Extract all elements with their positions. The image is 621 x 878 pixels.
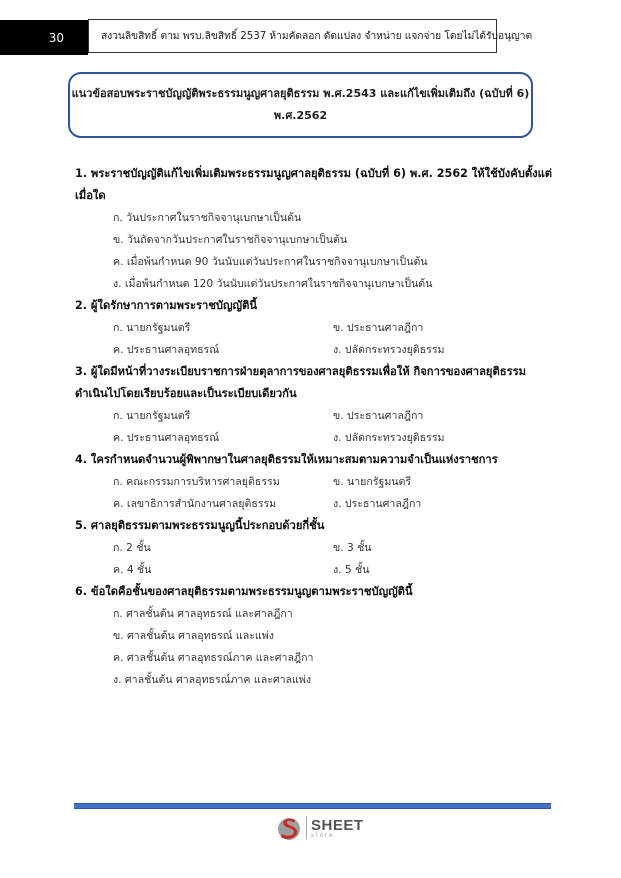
option-d: ง. ศาลชั้นต้น ศาลอุทธรณ์ภาค และศาลแพ่ง xyxy=(113,674,312,686)
option-a: ก. วันประกาศในราชกิจจานุเบกษาเป็นต้น xyxy=(113,212,302,224)
option-b: ข. ประธานศาลฎีกา xyxy=(333,322,424,334)
question-1 xyxy=(75,163,553,295)
option-a: ก. นายกรัฐมนตรี xyxy=(113,322,191,334)
title-line-1: แนวข้อสอบพระราชบัญญัติพระธรรมนูญศาลยุติธรรม พ.ศ.2543 และแก้ไขเพิ่มเติมถึง (ฉบับที่ 6) xyxy=(71,87,530,100)
logo-divider xyxy=(306,816,307,840)
option-a: ก. นายกรัฐมนตรี xyxy=(113,410,191,422)
option-d: ง. 5 ชั้น xyxy=(333,564,370,576)
option-b: ข. วันถัดจากวันประกาศในราชกิจจานุเบกษาเป็นต้น xyxy=(113,234,348,246)
question-text: 4. ใครกำหนดจำนวนผู้พิพากษาในศาลยุติธรรมให้เหมาะสมตามความจำเป็นแห่งราชการ xyxy=(75,453,498,466)
option-b: ข. นายกรัฐมนตรี xyxy=(333,476,412,488)
option-d: ง. เมื่อพ้นกำหนด 120 วันนับแต่วันประกาศในราชกิจจานุเบกษาเป็นต้น xyxy=(113,278,433,290)
option-a: ก. คณะกรรมการบริหารศาลยุติธรรม xyxy=(113,476,280,488)
question-list xyxy=(75,163,553,691)
question-6 xyxy=(75,581,553,691)
sheet-store-logo xyxy=(276,814,364,842)
option-d: ง. ประธานศาลฎีกา xyxy=(333,498,422,510)
footer-rule xyxy=(74,803,551,809)
option-c: ค. 4 ชั้น xyxy=(113,564,152,576)
question-3 xyxy=(75,361,553,449)
option-c: ค. ประธานศาลอุทธรณ์ xyxy=(113,432,220,444)
sheet-store-s-icon xyxy=(276,815,302,841)
option-d: ง. ปลัดกระทรวงยุติธรรม xyxy=(333,432,445,444)
title-line-2: พ.ศ.2562 xyxy=(273,109,328,122)
option-c: ค. ศาลชั้นต้น ศาลอุทธรณ์ภาค และศาลฎีกา xyxy=(113,652,314,664)
option-c: ค. ประธานศาลอุทธรณ์ xyxy=(113,344,220,356)
question-text: 6. ข้อใดคือชั้นของศาลยุติธรรมตามพระธรรมนูญตามพระราชบัญญัตินี้ xyxy=(75,585,413,598)
question-text: 2. ผู้ใดรักษาการตามพระราชบัญญัตินี้ xyxy=(75,299,257,312)
option-a: ก. 2 ชั้น xyxy=(113,542,151,554)
question-text: 5. ศาลยุติธรรมตามพระธรรมนูญนี้ประกอบด้วยกี่ชั้น xyxy=(75,519,325,532)
option-b: ข. ประธานศาลฎีกา xyxy=(333,410,424,422)
question-text: 1. พระราชบัญญัติแก้ไขเพิ่มเติมพระธรรมนูญศาลยุติธรรม (ฉบับที่ 6) พ.ศ. 2562 ให้ใช้บังคับตั้งแต่เมื่อใด xyxy=(75,167,553,202)
question-5 xyxy=(75,515,553,581)
logo-text-sub: store xyxy=(311,832,335,839)
question-4 xyxy=(75,449,553,515)
option-c: ค. เลขาธิการสำนักงานศาลยุติธรรม xyxy=(113,498,277,510)
document-title-box xyxy=(68,72,533,138)
option-b: ข. ศาลชั้นต้น ศาลอุทธรณ์ และแพ่ง xyxy=(113,630,274,642)
question-2 xyxy=(75,295,553,361)
question-text: 3. ผู้ใดมีหน้าที่วางระเบียบราชการฝ่ายตุลาการของศาลยุติธรรมเพื่อให้ กิจการของศาลยุติธรรมดำเนินไปโดยเรียบร้อยและเป็นระเบียบเดียวกัน xyxy=(75,365,526,400)
copyright-notice: สงวนลิขสิทธิ์ ตาม พรบ.ลิขสิทธิ์ 2537 ห้ามคัดลอก ดัดแปลง จำหน่าย แจกจ่าย โดยไม่ได้รับอนุญาต xyxy=(88,19,497,53)
option-c: ค. เมื่อพ้นกำหนด 90 วันนับแต่วันประกาศในราชกิจจานุเบกษาเป็นต้น xyxy=(113,256,428,268)
option-b: ข. 3 ชั้น xyxy=(333,542,372,554)
logo-text-main: SHEET xyxy=(311,816,364,834)
page-number: 30 xyxy=(0,20,88,55)
option-d: ง. ปลัดกระทรวงยุติธรรม xyxy=(333,344,445,356)
option-a: ก. ศาลชั้นต้น ศาลอุทธรณ์ และศาลฎีกา xyxy=(113,608,293,620)
